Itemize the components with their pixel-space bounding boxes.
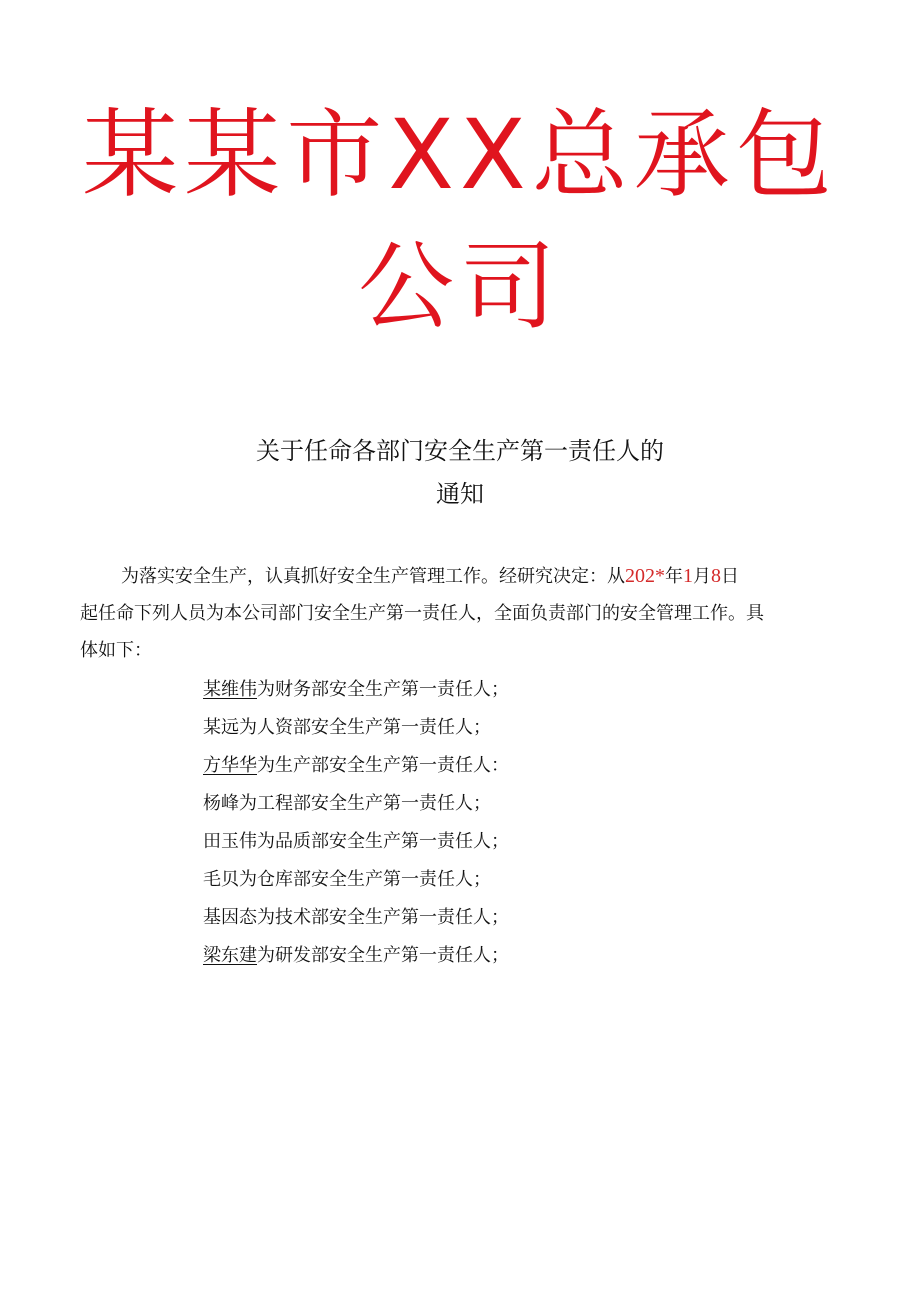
effective-date-month: 1	[683, 565, 693, 587]
body-line-2: 起任命下列人员为本公司部门安全生产第一责任人，全面负责部门的安全管理工作。具	[80, 603, 764, 624]
appointment-item	[203, 677, 703, 715]
appointment-list	[203, 677, 703, 981]
date-day-unit: 日	[721, 566, 739, 587]
body-line-1	[121, 563, 739, 589]
appointee-name: 某维伟	[203, 679, 257, 700]
body-intro-text: 为落实安全生产，认真抓好安全生产管理工作。经研究决定：从	[121, 566, 625, 587]
appointee-name: 某远	[203, 717, 239, 738]
appointee-name: 梁东建	[203, 945, 257, 966]
body-line-3: 体如下：	[80, 640, 152, 661]
appointment-role: 为生产部安全生产第一责任人：	[257, 755, 509, 776]
company-name-line1: 某某市XX总承包	[82, 99, 838, 211]
appointment-role: 为技术部安全生产第一责任人；	[257, 907, 509, 928]
date-year-unit: 年	[665, 566, 683, 587]
appointee-name: 毛贝	[203, 869, 239, 890]
company-name-line2: 公司	[358, 231, 562, 343]
appointment-item	[203, 905, 703, 943]
date-month-unit: 月	[693, 566, 711, 587]
appointment-role: 为品质部安全生产第一责任人；	[257, 831, 509, 852]
notice-title-line2: 通知	[436, 480, 484, 508]
appointment-role: 为人资部安全生产第一责任人；	[239, 717, 491, 738]
appointee-name: 方华华	[203, 755, 257, 776]
appointment-role: 为财务部安全生产第一责任人；	[257, 679, 509, 700]
appointment-item	[203, 753, 703, 791]
appointee-name: 基因态	[203, 907, 257, 928]
notice-title-line1: 关于任命各部门安全生产第一责任人的	[256, 437, 664, 465]
appointee-name: 杨峰	[203, 793, 239, 814]
appointment-role: 为研发部安全生产第一责任人；	[257, 945, 509, 966]
appointment-item	[203, 867, 703, 905]
appointment-item	[203, 943, 703, 981]
appointment-role: 为工程部安全生产第一责任人；	[239, 793, 491, 814]
appointment-item	[203, 829, 703, 867]
effective-date-year: 202*	[625, 565, 665, 587]
appointment-role: 为仓库部安全生产第一责任人；	[239, 869, 491, 890]
appointee-name: 田玉伟	[203, 831, 257, 852]
appointment-item	[203, 715, 703, 753]
effective-date-day: 8	[711, 565, 721, 587]
appointment-item	[203, 791, 703, 829]
